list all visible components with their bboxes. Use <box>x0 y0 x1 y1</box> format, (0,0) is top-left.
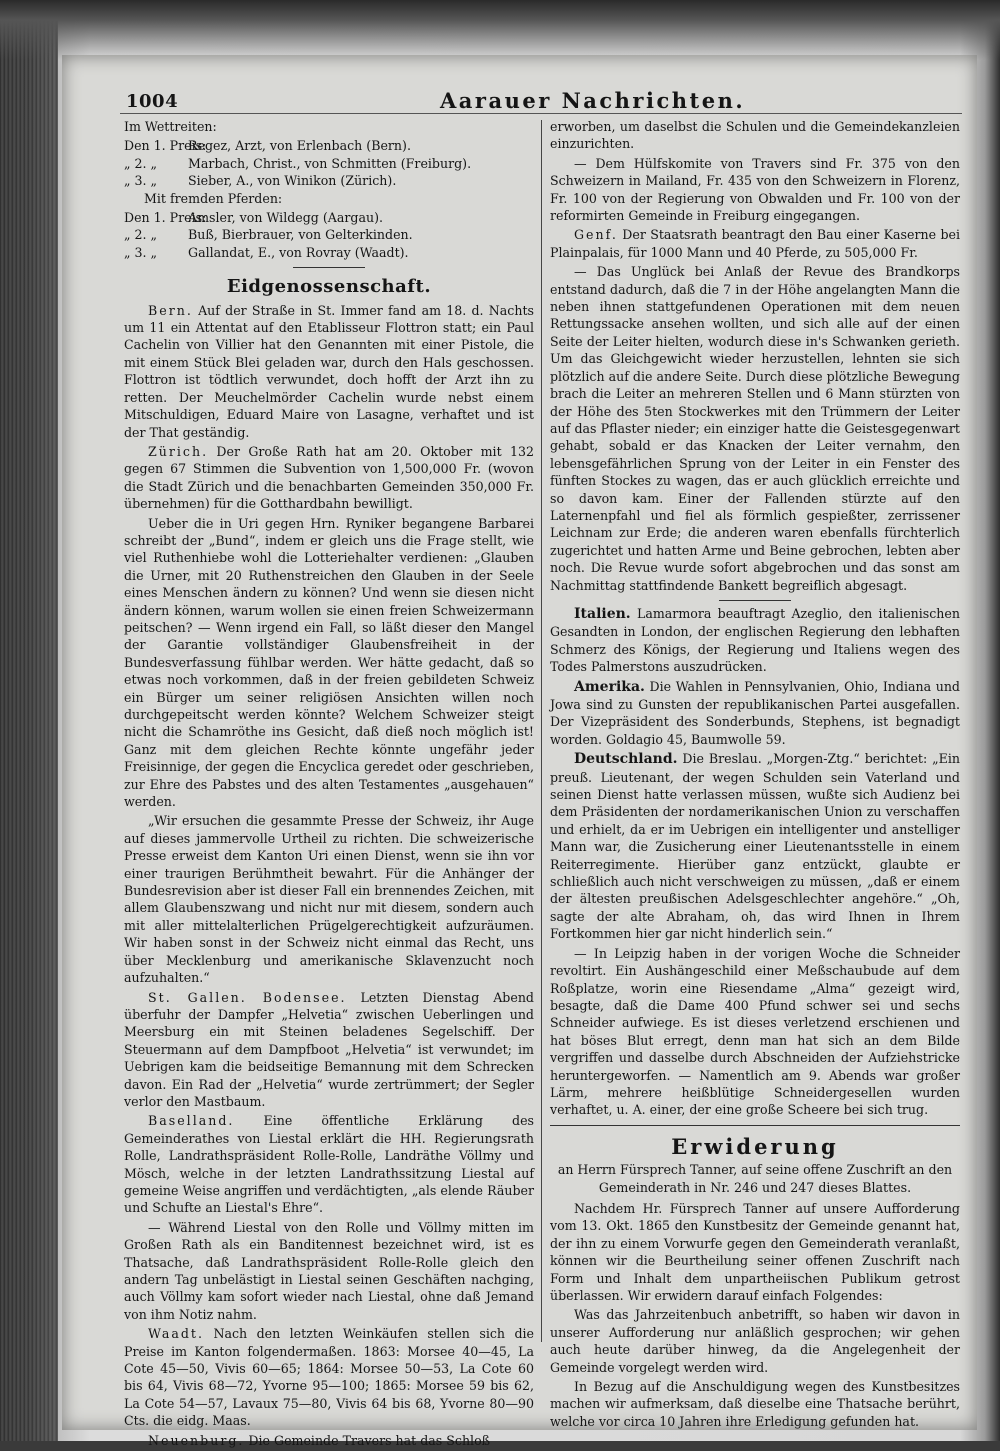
article-huelfskomite: — Dem Hülfskomite von Travers sind Fr. 375 von den Schweizern in Mailand, Fr. 435 von den Schweizern in Florenz, Fr. 100 von der Regierung von Obwalden und Fr. 100 von der reformirten Gemeinde in Freiburg eingegangen. <box>550 155 960 224</box>
article-baselland <box>124 1112 534 1216</box>
article-waadt <box>124 1325 534 1429</box>
section-rule <box>719 600 791 601</box>
article-text: Die Breslau. „Morgen-Ztg.“ berichtet: „Ein preuß. Lieutenant, der wegen Schulden sein Vaterland und seinen Dienst hatte verlassen müssen, wußte sich Audienz bei dem Präsidenten der nordamerikanischen Union zu verschaffen und erhielt, da er im Uebrigen ein intelligenter und anstelliger Mann war, die Zusicherung einer Lieutenantsstelle in einem Reiterregimente. Hierüber ganz entzückt, glaubte er schließlich auch nicht verschweigen zu müssen, „daß er einem der ältesten preußischen Adelsgeschlechter angehöre.“ „Oh, sagte der alte Abraham, oh, das wird Ihnen in Ihrem Fortkommen hier gar nicht hinderlich sein.“ <box>550 751 960 942</box>
article-text: Lamarmora beauftragt Azeglio, den italienischen Gesandten in London, der englischen Regierung den lebhaften Schmerz des Königs, der Regierung und Italiens wegen des Todes Palmerstons auszudrücken. <box>550 605 960 675</box>
erwiderung-paragraph: Nachdem Hr. Fürsprech Tanner auf unsere Aufforderung vom 13. Okt. 1865 den Kunstbesitz der Gemeinde genannt hat, der ihn zu einem Vorwurfe gegen den Gemeinderath veranlaßt, können wir die Beurtheilung seiner offenen Zuschrift nach Form und Inhalt dem unpartheiischen Publikum getrost überlassen. Wir erwidern darauf einfach Folgendes: <box>550 1200 960 1303</box>
prize-line <box>124 137 534 154</box>
prize-winner: Amsler, von Wildegg (Aargau). <box>188 210 384 226</box>
prize-line <box>124 172 534 189</box>
prize-line <box>124 226 534 243</box>
article-text: Die Wahlen in Pennsylvanien, Ohio, Indiana und Jowa sind zu Gunsten der republikanischen Partei ausgefallen. Der Vizepräsident des Sonderbunds, Stephens, ist begnadigt worden. Goldagio 45, Baumwolle 59. <box>550 678 960 747</box>
article-text: Auf der Straße in St. Immer fand am 18. d. Nachts um 11 ein Attentat auf den Etablisseur Flottron statt; ein Paul Cachelin von Villier hat den Genannten mit einer Pistole, die mit einem Stück Blei geladen war, durch den Hals geschossen. Flottron ist tödtlich verwundet, doch hofft der Arzt ihn zu retten. Der Meuchelmörder Cachelin wurde nebst einem Mitschuldigen, Eduard Maire von Lasagne, verhaftet und ist der That geständig. <box>124 302 534 440</box>
wettreiten-heading: Im Wettreiten: <box>124 119 217 134</box>
section-rule-long <box>550 1125 960 1126</box>
page-number: 1004 <box>126 91 179 112</box>
article-text: Nach den letzten Weinkäufen stellen sich die Preise im Kanton folgendermaßen. 1863: Morsee 40—45, La Cote 45—50, Vivis 60—65; 1864: Morsee 50—53, La Cote 60 bis 64, Vivis 68—72, Yvorne 95—100; 1865: Morsee 59 bis 62, La Cote 54—57, Lavaux 75—80, Vivis 64 bis 68, Yvorne 80—90 Cts. die eidg. Maas. <box>124 1326 534 1429</box>
column-divider <box>541 120 542 1342</box>
article-genf <box>550 226 960 261</box>
article-stgallen <box>124 989 534 1111</box>
top-shadow <box>0 0 1000 60</box>
fremde-pferde-heading: Mit fremden Pferden: <box>144 190 283 206</box>
erwiderung-paragraph: Was das Jahrzeitenbuch anbetrifft, so haben wir davon in unserer Aufforderung nur anläßlich gesprochen; wir gehen auch heute darüber hinweg, da die Angelegenheit der Gemeinde vorgelegt werden wird. <box>550 1307 960 1375</box>
place-name: Bern. <box>148 302 193 318</box>
section-rule <box>293 267 365 268</box>
prize-line <box>124 244 534 261</box>
article-baselland-2: — Während Liestal von den Rolle und Völlmy mitten im Großen Rath als ein Banditennest bezeichnet wird, ist es Thatsache, daß Landrathspräsident Rolle-Rolle gleich den andern Tag unbelästigt in Liestal seinen Geschäften nachging, auch Völlmy kam sofort wieder nach Liestal, ohne daß Jemand von ihm Notiz nahm. <box>124 1219 534 1322</box>
prize-label: Den 1. Preis: <box>124 210 207 226</box>
prize-label: „ 2. „ <box>124 227 158 243</box>
prize-winner: Sieber, A., von Winikon (Zürich). <box>188 173 397 189</box>
prize-winner: Regez, Arzt, von Erlenbach (Bern). <box>188 138 411 154</box>
article-text: Eine öffentliche Erklärung des Gemeinderathes von Liestal erklärt die HH. Regierungsrath Rolle, Landrathspräsident Rolle-Rolle, Landräthe Völlmy und Mösch, welche in der letzten Landrathssitzung Liestal auf gemeine Weise angriffen und verdächtigten, „als elende Räuber und Schufte an Liestal's Ehre“. <box>124 1113 534 1216</box>
running-title: Aarauer Nachrichten. <box>440 88 746 113</box>
article-zuerich <box>124 443 534 513</box>
prize-winner: Marbach, Christ., von Schmitten (Freiburg). <box>188 155 472 171</box>
article-amerika <box>550 678 960 749</box>
country-name: Deutschland. <box>574 751 678 768</box>
article-text: Der Staatsrath beantragt den Bau einer Kaserne bei Plainpalais, für 1000 Mann und 40 Pferde, zu 505,000 Fr. <box>550 227 960 260</box>
prize-label: „ 2. „ <box>124 155 158 171</box>
article-uri: Ueber die in Uri gegen Hrn. Ryniker begangene Barbarei schreibt der „Bund“, indem er gleich uns die Frage stellt, wie viel Ruthenhiebe wohl die Lotteriehalter verdienen: „Glauben die Urner, mit 20 Ruthenstreichen den Glauben in der Seele eines Menschen ändern zu können? Und wenn sie diesen nicht ändern können, warum wollen sie einen freien Schweizermann peitschen? — Wenn irgend ein Fall, so läßt dieser den Mangel der Garantie vollständiger Glaubensfreiheit in der Bundesverfassung fühlbar werden. Wer hätte gedacht, daß so etwas noch vorkommen, daß in der freien gebildeten Schweiz ein Bürger um seiner religiösen Ansichten willen noch durchgepeitscht werden könnte? Welchem Schweizer steigt nicht die Schamröthe ins Gesicht, daß dieß noch möglich ist! Ganz mit dem gleichen Rechte könnte ungefähr jeder Freisinnige, der gegen die Encyclica geredet oder geschrieben, zur Ehre des Pabstes und des alten Testamentes „ausgehauen“ werden. <box>124 515 534 810</box>
article-unglueck: — Das Unglück bei Anlaß der Revue des Brandkorps entstand dadurch, daß die 7 in der Höhe angelangten Mann die neben ihnen stattgefundenen Operationen mit dem neuen Rettungssacke ansehen wollten, und sich alle auf der einen Seite der Leiter hielten, wodurch diese in's Schwanken gerieth. Um das Gleichgewicht wieder herzustellen, lehnten sie sich plötzlich auf die andere Seite. Durch diese plötzliche Bewegung brach die Leiter an mehreren Stellen und 6 Mann stürzten von der Höhe des 5ten Stockwerkes mit den Trümmern der Leiter auf das Pflaster nieder; ein einziger hatte die Geistesgegenwart gehabt, sobald er das Knacken der Leiter vernahm, den lebensgefährlichen Sprung von der Leiter in ein Fenster des fünften Stockes zu wagen, das er auch glücklich erreichte und so davon kam. Einer der Fallenden stürzte auf den Laternenpfahl und fiel als förmlich gespießter, zerrissener Leichnam zur Erde; die anderen waren ebenfalls fürchterlich zugerichtet und hatten Arme und Beine gebrochen, lebten aber noch. Die Revue wurde sofort abgebrochen und das sonst am Nachmittag stattfindende Bankett begreiflich abgesagt. <box>550 264 960 593</box>
article-leipzig: — In Leipzig haben in der vorigen Woche die Schneider revoltirt. Ein Aushängeschild einer Meßschaubude auf dem Roßplatze, worin eine Riesendame „Alma“ gezeigt wird, besagte, daß die Dame 400 Pfund schwer sei und sechs Schneider aufwiege. Es ist dieses verletzend erschienen und hat böses Blut erregt, denn man hat sich an dem Bilde vergriffen und dasselbe durch Abschneiden der Aufziehstricke heruntergeworfen. — Namentlich am 9. Abends war großer Lärm, mehrere heißblütige Schneidergesellen wurden verhaftet, u. A. einer, der eine große Scheere bei sich trug. <box>550 945 960 1118</box>
prize-line <box>124 209 534 226</box>
prize-winner: Buß, Bierbrauer, von Gelterkinden. <box>188 227 413 243</box>
place-name: Neuenburg. <box>148 1432 245 1448</box>
article-text: Die Gemeinde Travers hat das Schloß <box>248 1432 491 1448</box>
article-uri-quote: „Wir ersuchen die gesammte Presse der Schweiz, ihr Auge auf dieses jammervolle Urtheil zu richten. Die schweizerische Presse erweist dem Kanton Uri einen Dienst, wenn sie ihn vor einer traurigen Berühmtheit bewahrt. Für die Anhänger der Bundesrevision aber ist dieser Fall ein brennendes Zeichen, mit allem Glaubenszwang und nicht nur mit diesem, sondern auch mit aller mittelalterlichen Prügelgerechtigkeit aufzuräumen. Wir haben sonst in der Schweiz nicht einmal das Recht, uns über Mecklenburg und amerikanische Sklavenzucht noch aufzuhalten.“ <box>124 813 534 986</box>
place-name: St. Gallen. Bodensee. <box>148 989 347 1005</box>
article-bern <box>124 302 534 441</box>
country-name: Italien. <box>574 605 631 622</box>
left-column <box>124 118 534 1451</box>
right-column <box>550 118 960 1432</box>
prize-winner: Gallandat, E., von Rovray (Waadt). <box>188 244 409 260</box>
erwiderung-paragraph: In Bezug auf die Anschuldigung wegen des Kunstbesitzes machen wir aufmerksam, daß dieselbe eine Thatsache berührt, welche vor circa 10 Jahren ihre Erledigung gefunden hat. <box>550 1379 960 1429</box>
place-name: Zürich. <box>148 443 209 459</box>
place-name: Waadt. <box>148 1326 204 1342</box>
article-text: Letzten Dienstag Abend überfuhr der Dampfer „Helvetia“ zwischen Ueberlingen und Meersburg ein mit Steinen beladenes Segelschiff. Der Steuermann auf dem Dampfboot „Helvetia“ ist verwundet; im Uebrigen kam die beidseitige Bemannung mit dem Schrecken davon. Ein Rad der „Helvetia“ wurde zertrümmert; der Segler verlor den Mastbaum. <box>124 989 534 1109</box>
book-spine-edge <box>0 0 58 1441</box>
prize-label: „ 3. „ <box>124 244 158 260</box>
article-italien <box>550 605 960 676</box>
article-neuenburg-cont: erworben, um daselbst die Schulen und die Gemeindekanzleien einzurichten. <box>550 119 960 152</box>
section-title-eidgenossenschaft: Eidgenossenschaft. <box>226 276 432 298</box>
place-name: Genf. <box>574 227 618 243</box>
prize-label: Den 1. Preis: <box>124 138 207 154</box>
article-text: Der Große Rath hat am 20. Oktober mit 132 gegen 67 Stimmen die Subvention von 1,500,000 Fr. (wovon die Stadt Zürich und die benachbarten Gemeinden 350,000 Fr. übernehmen) für die Gotthardbahn bewilligt. <box>124 443 534 512</box>
prize-label: „ 3. „ <box>124 173 158 189</box>
article-deutschland <box>550 750 960 942</box>
erwiderung-subtitle: an Herrn Fürsprech Tanner, auf seine offene Zuschrift an den Gemeinderath in Nr. 246 und 247 dieses Blattes. <box>557 1162 953 1195</box>
article-neuenburg <box>124 1432 534 1449</box>
header-rule <box>120 113 962 114</box>
prize-line <box>124 155 534 172</box>
erwiderung-title: Erwiderung <box>671 1133 839 1159</box>
place-name: Baselland. <box>148 1113 235 1129</box>
country-name: Amerika. <box>574 678 645 695</box>
